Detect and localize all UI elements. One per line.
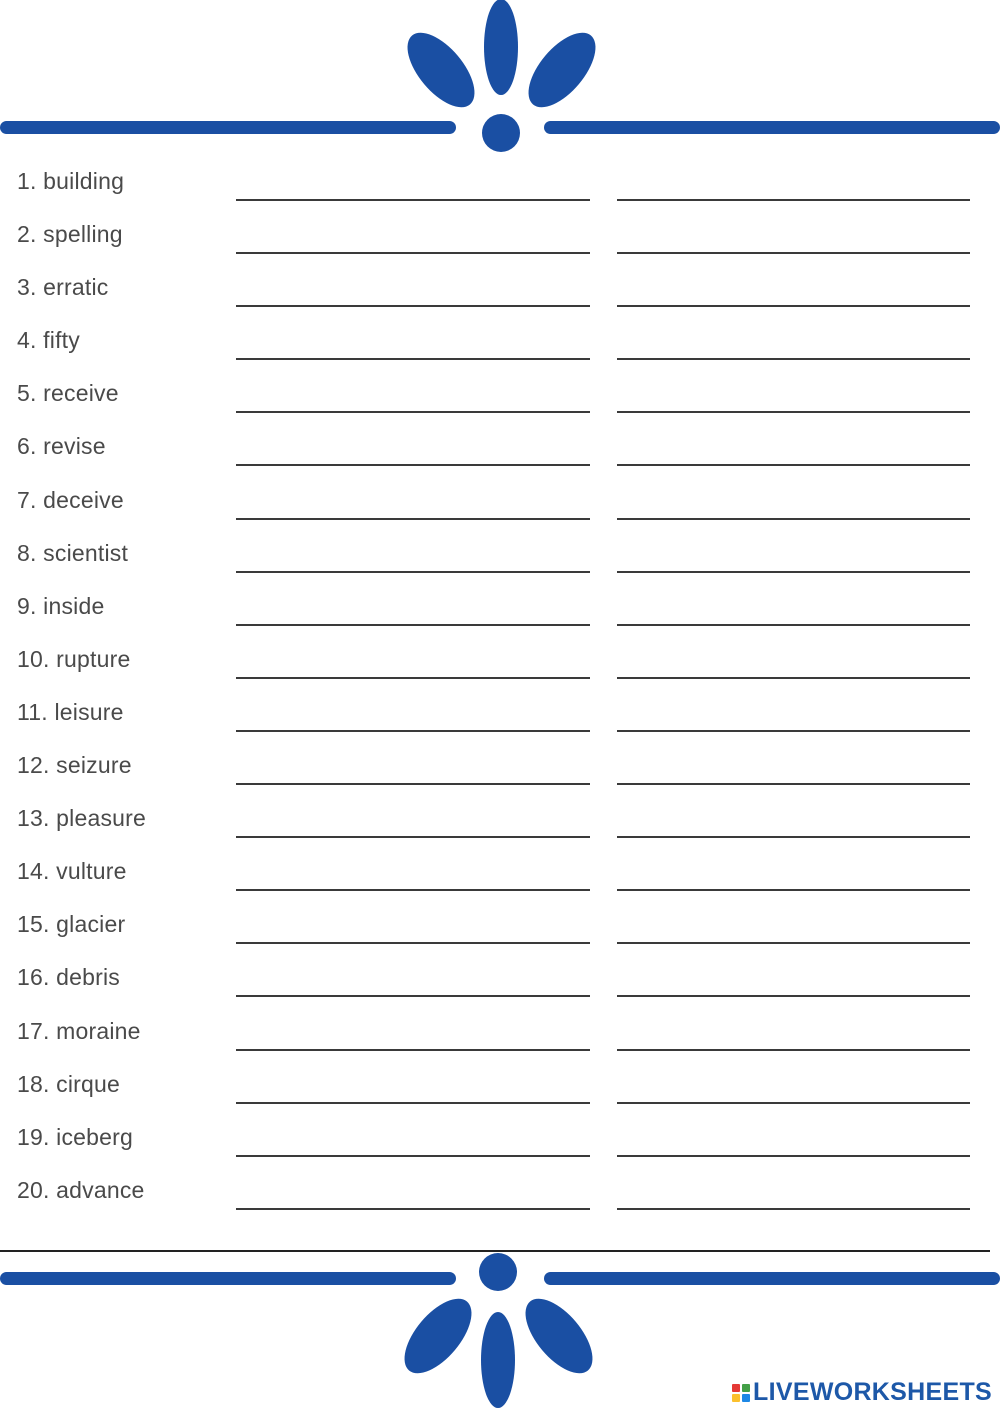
- answer-line-second[interactable]: [617, 995, 970, 997]
- word-row: [0, 1058, 1000, 1111]
- word-label: 6. revise: [17, 433, 106, 460]
- word-row: [0, 898, 1000, 951]
- bottom-center-dot: [479, 1253, 517, 1291]
- top-center-dot: [482, 114, 520, 152]
- word-row: [0, 792, 1000, 845]
- answer-line-first[interactable]: [236, 836, 590, 838]
- answer-line-first[interactable]: [236, 730, 590, 732]
- answer-line-second[interactable]: [617, 199, 970, 201]
- answer-line-first[interactable]: [236, 358, 590, 360]
- answer-line-second[interactable]: [617, 836, 970, 838]
- top-right-petal: [516, 21, 608, 118]
- bottom-left-petal: [392, 1287, 484, 1384]
- answer-line-first[interactable]: [236, 624, 590, 626]
- word-row: [0, 420, 1000, 473]
- answer-line-second[interactable]: [617, 252, 970, 254]
- top-left-petal: [395, 21, 487, 118]
- word-row: [0, 1005, 1000, 1058]
- top-left-divider-bar: [0, 121, 456, 134]
- word-label: 1. building: [17, 168, 125, 194]
- word-label: 9. inside: [17, 592, 105, 619]
- bottom-left-divider-bar: [0, 1272, 456, 1285]
- word-row: [0, 1164, 1000, 1217]
- word-row: [0, 633, 1000, 686]
- brand-name: LIVEWORKSHEETS: [753, 1378, 992, 1406]
- top-center-petal: [484, 0, 518, 95]
- word-row: [0, 208, 1000, 261]
- answer-line-second[interactable]: [617, 677, 970, 679]
- answer-line-second[interactable]: [617, 358, 970, 360]
- word-label: 16. debris: [17, 964, 121, 991]
- answer-line-second[interactable]: [617, 783, 970, 785]
- word-label: 3. erratic: [17, 274, 109, 301]
- word-row: [0, 261, 1000, 314]
- word-row: [0, 155, 1000, 208]
- answer-line-first[interactable]: [236, 677, 590, 679]
- answer-line-second[interactable]: [617, 411, 970, 413]
- word-label: 5. receive: [17, 380, 119, 407]
- top-right-divider-bar: [544, 121, 1000, 134]
- answer-line-second[interactable]: [617, 1102, 970, 1104]
- answer-line-second[interactable]: [617, 518, 970, 520]
- word-label: 13. pleasure: [17, 805, 146, 832]
- word-label: 2. spelling: [17, 221, 123, 248]
- word-label: 11. leisure: [17, 698, 124, 725]
- word-row: [0, 580, 1000, 633]
- word-row: [0, 845, 1000, 898]
- answer-line-second[interactable]: [617, 571, 970, 573]
- answer-line-first[interactable]: [236, 305, 590, 307]
- answer-line-second[interactable]: [617, 889, 970, 891]
- answer-line-second[interactable]: [617, 1208, 970, 1210]
- word-row: [0, 527, 1000, 580]
- answer-line-first[interactable]: [236, 783, 590, 785]
- answer-line-first[interactable]: [236, 252, 590, 254]
- bottom-right-petal: [513, 1287, 605, 1384]
- word-label: 10. rupture: [17, 645, 131, 672]
- answer-line-second[interactable]: [617, 730, 970, 732]
- liveworksheets-brand: [732, 1378, 992, 1407]
- answer-line-first[interactable]: [236, 411, 590, 413]
- answer-line-first[interactable]: [236, 1155, 590, 1157]
- answer-line-first[interactable]: [236, 199, 590, 201]
- answer-line-second[interactable]: [617, 464, 970, 466]
- word-label: 12. seizure: [17, 752, 132, 779]
- bottom-center-petal: [481, 1312, 515, 1408]
- word-label: 7. deceive: [17, 486, 124, 513]
- answer-line-first[interactable]: [236, 464, 590, 466]
- answer-line-second[interactable]: [617, 624, 970, 626]
- word-row: [0, 739, 1000, 792]
- word-row: [0, 474, 1000, 527]
- word-label: 15. glacier: [17, 911, 126, 938]
- answer-line-second[interactable]: [617, 1049, 970, 1051]
- word-label: 18. cirque: [17, 1070, 121, 1097]
- word-label: 20. advance: [17, 1176, 145, 1203]
- top-flower-ornament-icon: [0, 0, 1000, 160]
- answer-line-first[interactable]: [236, 1049, 590, 1051]
- word-label: 8. scientist: [17, 539, 129, 566]
- liveworksheets-logo-icon: [732, 1384, 750, 1402]
- answer-line-first[interactable]: [236, 571, 590, 573]
- word-label: 17. moraine: [17, 1017, 141, 1044]
- answer-line-first[interactable]: [236, 889, 590, 891]
- word-row: [0, 1111, 1000, 1164]
- word-row: [0, 686, 1000, 739]
- answer-line-first[interactable]: [236, 995, 590, 997]
- word-label: 4. fifty: [17, 327, 80, 354]
- word-label: 14. vulture: [17, 858, 127, 885]
- answer-line-second[interactable]: [617, 305, 970, 307]
- answer-line-second[interactable]: [617, 942, 970, 944]
- answer-line-first[interactable]: [236, 518, 590, 520]
- answer-line-first[interactable]: [236, 1208, 590, 1210]
- word-row: [0, 951, 1000, 1004]
- bottom-right-divider-bar: [544, 1272, 1000, 1285]
- spelling-word-list: [0, 155, 1000, 1217]
- answer-line-first[interactable]: [236, 1102, 590, 1104]
- answer-line-first[interactable]: [236, 942, 590, 944]
- word-row: [0, 367, 1000, 420]
- word-label: 19. iceberg: [17, 1123, 133, 1150]
- answer-line-second[interactable]: [617, 1155, 970, 1157]
- word-row: [0, 314, 1000, 367]
